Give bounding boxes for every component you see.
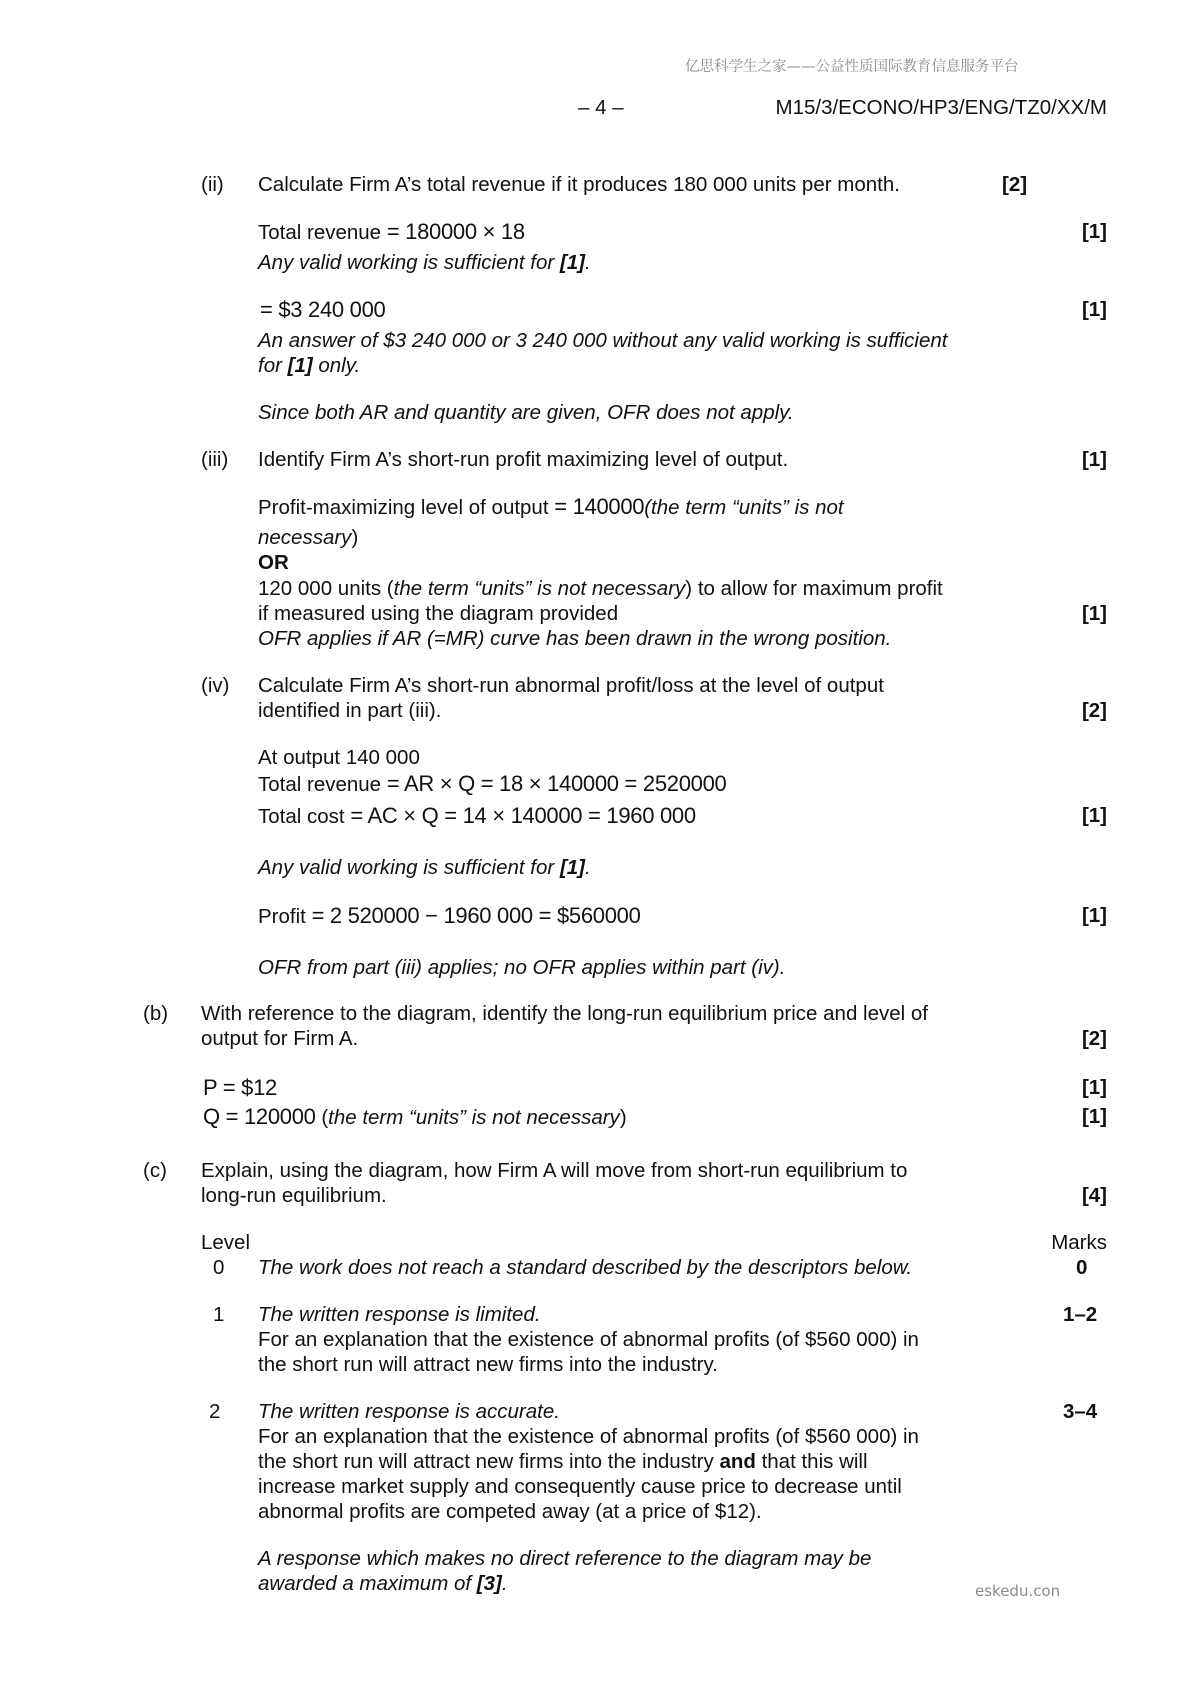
b-quantity-note-open: ( [321,1106,329,1129]
c-final-note2-bold: [3] [476,1572,502,1595]
a-iv-tc-line [258,803,696,829]
watermark-top: 亿思科学生之家——公益性质国际教育信息服务平台 [685,59,1019,75]
part-b-marks: [2] [1081,1027,1107,1050]
part-a-iii-number: (iii) [201,448,229,471]
a-iii-answer-close: ) [351,526,359,549]
a-iv-ofr: OFR from part (iii) applies; no OFR applies within part (iv). [258,956,786,979]
b-price: P = $12 [203,1075,277,1100]
c-final-note2 [258,1571,508,1596]
watermark-bottom: eskedu.con [975,1582,1061,1600]
b-quantity-line [203,1104,627,1130]
a-iv-profit-mark: [1] [1081,904,1107,927]
a-ii-note2-pre: for [258,354,288,377]
a-iii-alt1-pre: 120 000 units ( [258,577,394,600]
level-2-text1: For an explanation that the existence of abnormal profits (of $560 000) in [258,1425,919,1448]
level-1-text2: the short run will attract new firms into the industry. [258,1353,718,1376]
a-iv-tr-math: = AR × Q = 18 × 140000 = 2520000 [386,771,727,796]
part-a-iv-marks: [2] [1081,699,1107,722]
page-number: – 4 – [578,96,624,119]
a-iv-note-post: . [585,856,591,879]
a-iv-note [258,855,591,880]
a-ii-note1-text: Any valid working is sufficient for [258,251,560,274]
level-header: Level [201,1231,251,1254]
level-2-text2-pre: the short run will attract new firms into the industry [258,1450,720,1473]
c-final-note2-post: . [501,1572,508,1595]
a-ii-total-revenue-line [258,219,525,245]
a-iii-answer-note: (the term “units” is not [644,496,844,519]
a-ii-note2-line2 [258,353,360,378]
a-ii-tr-label: Total revenue [258,221,382,244]
level-0-number: 0 [213,1256,225,1279]
a-ii-note1 [258,250,591,275]
document-code: M15/3/ECONO/HP3/ENG/TZ0/XX/M [775,96,1107,119]
a-ii-line2-mark: [1] [1081,298,1107,321]
level-2-text3: increase market supply and consequently cause price to decrease until [258,1475,902,1498]
b-price-mark: [1] [1081,1076,1107,1099]
a-iii-ofr: OFR applies if AR (=MR) curve has been drawn in the wrong position. [258,627,892,650]
level-2-text2-post: that this will [755,1450,868,1473]
a-iv-tc-math: = AC × Q = 14 × 140000 = 1960 000 [350,803,696,828]
a-iii-answer-math: = 140000 [554,494,645,519]
a-ii-line1-mark: [1] [1081,220,1107,243]
a-ii-note2-line1: An answer of $3 240 000 or 3 240 000 without any valid working is sufficient [258,329,948,352]
part-a-iii-marks: [1] [1081,448,1107,471]
a-ii-note3: Since both AR and quantity are given, OFR does not apply. [258,401,794,424]
part-c-question2: long-run equilibrium. [201,1184,387,1207]
a-iii-answer-line2 [258,525,358,550]
a-iii-or: OR [258,551,289,574]
a-iv-tr-label: Total revenue [258,773,382,796]
level-2-marks: 3–4 [1063,1400,1098,1423]
a-iii-alt-line1 [258,576,943,601]
part-a-iv-number: (iv) [201,674,230,697]
a-iii-answer-label: Profit-maximizing level of output [258,496,549,519]
a-iii-alt1-post: ) to allow for maximum profit [685,577,943,600]
part-a-ii-marks: [2] [1002,173,1028,196]
level-2-text2-bold: and [719,1450,756,1473]
part-c-question1: Explain, using the diagram, how Firm A will move from short-run equilibrium to [201,1159,908,1182]
part-c-number: (c) [143,1159,167,1182]
a-iv-at-output: At output 140 000 [258,746,420,769]
c-final-note1: A response which makes no direct reference to the diagram may be [258,1547,872,1570]
a-iv-tr-line [258,771,726,797]
a-iv-profit-label: Profit [258,905,306,928]
c-final-note2-pre: awarded a maximum of [258,1572,477,1595]
level-1-number: 1 [213,1303,225,1326]
part-c-marks: [4] [1081,1184,1107,1207]
a-iv-note-pre: Any valid working is sufficient for [258,856,560,879]
a-ii-note2-bold: [1] [287,354,313,377]
a-iv-profit-line [258,903,641,929]
b-quantity-note-close: ) [619,1106,627,1129]
a-ii-note1-bold: [1] [559,251,585,274]
a-iv-profit-math: = 2 520000 − 1960 000 = $560000 [311,903,641,928]
a-iii-alt-line2: if measured using the diagram provided [258,602,619,625]
level-2-text2 [258,1449,868,1474]
b-quantity-mark: [1] [1081,1105,1107,1128]
a-ii-answer: = $3 240 000 [260,297,386,322]
a-iii-answer-note2: necessary [258,526,352,549]
part-a-ii-number: (ii) [201,173,224,196]
a-ii-note1-end: . [585,251,591,274]
a-iii-alt1-italic: the term “units” is not necessary [393,577,686,600]
level-1-descriptor: The written response is limited. [258,1303,541,1326]
part-a-iv-question1: Calculate Firm A’s short-run abnormal profit/loss at the level of output [258,674,884,697]
level-2-text4: abnormal profits are competed away (at a price of $12). [258,1500,762,1523]
part-a-iii-question: Identify Firm A’s short-run profit maximizing level of output. [258,448,789,471]
a-ii-note2-post: only. [312,354,361,377]
part-b-number: (b) [143,1002,169,1025]
b-quantity-note: the term “units” is not necessary [328,1106,620,1129]
a-iv-note-bold: [1] [559,856,585,879]
part-a-iv-question2: identified in part (iii). [258,699,442,722]
level-1-marks: 1–2 [1063,1303,1098,1326]
marks-header: Marks [1051,1231,1107,1254]
a-ii-tr-math: = 180000 × 18 [386,219,525,244]
a-iv-tc-label: Total cost [258,805,345,828]
part-a-ii-question: Calculate Firm A’s total revenue if it produces 180 000 units per month. [258,173,900,196]
part-b-question1: With reference to the diagram, identify the long-run equilibrium price and level of [201,1002,928,1025]
level-2-number: 2 [209,1400,221,1423]
part-b-question2: output for Firm A. [201,1027,359,1050]
a-iv-tc-mark: [1] [1081,804,1107,827]
level-1-text1: For an explanation that the existence of abnormal profits (of $560 000) in [258,1328,919,1351]
a-iii-alt-mark: [1] [1081,602,1107,625]
b-quantity: Q = 120000 [203,1104,316,1129]
level-2-descriptor: The written response is accurate. [258,1400,560,1423]
level-0-marks: 0 [1076,1256,1088,1279]
level-0-descriptor: The work does not reach a standard described by the descriptors below. [258,1256,913,1279]
a-iii-answer-line [258,494,844,520]
